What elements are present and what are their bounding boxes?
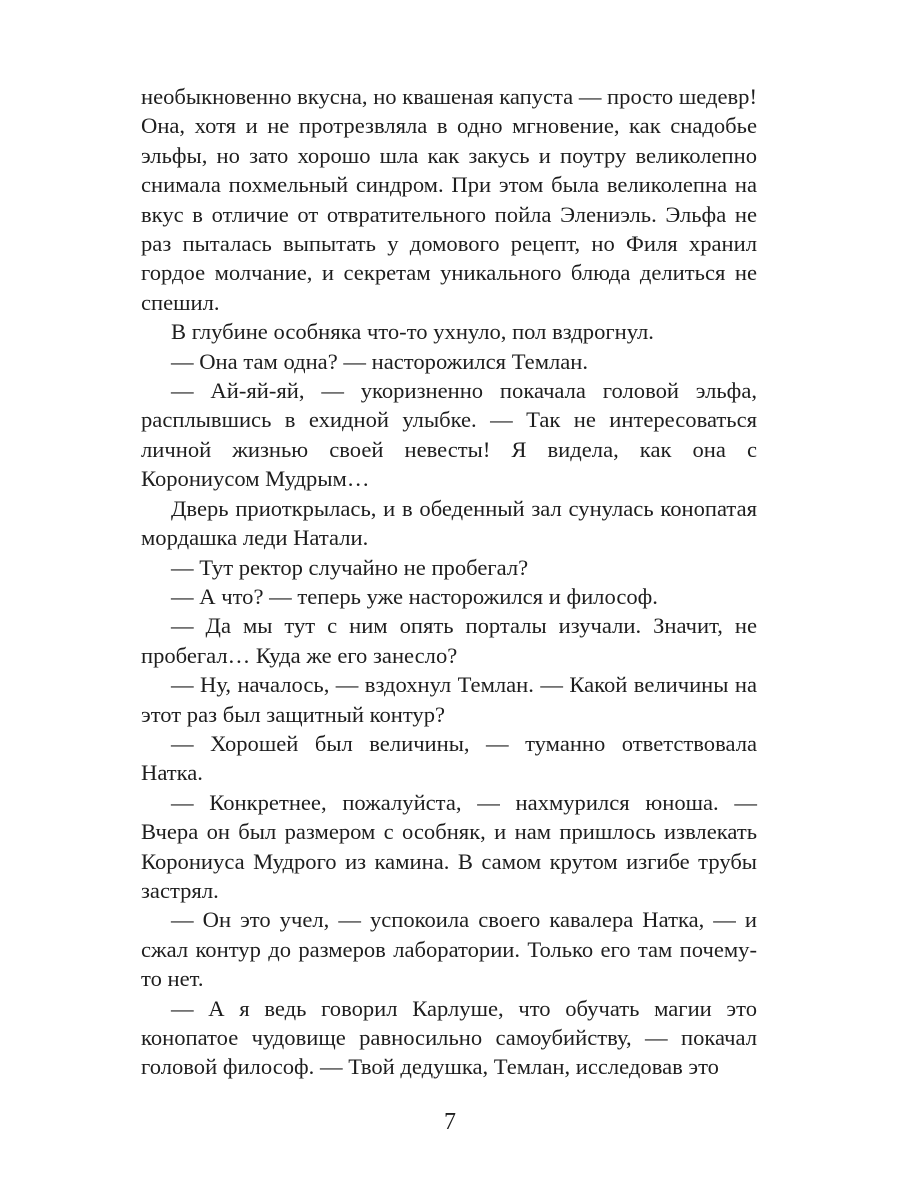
paragraph-2: В глубине особняка что-то ухнуло, пол вздрогнул. (171, 319, 654, 345)
paragraph-11: — Конкретнее, пожалуйста, — нахмурился юноша. — Вчера он был размером с особняк, и нам пришлось извлекать Корониуса Мудрого из камина. В самом крутом изгибе трубы застрял. (141, 789, 757, 903)
paragraph-5: Дверь приоткрылась, и в обеденный зал сунулась конопатая мордашка леди Натали. (141, 495, 757, 551)
paragraph-8: — Да мы тут с ним опять порталы изучали. Значит, не пробегал… Куда же его занесло? (141, 613, 757, 668)
paragraph-10: — Хорошей был величины, — туманно ответствовала Натка. (141, 730, 757, 786)
paragraph-4: — Ай-яй-яй, — укоризненно покачала головой эльфа, расплывшись в ехидной улыбке. — Так не интересоваться личной жизнью своей невесты! Я видела, как она с Корониусом Мудрым… (141, 378, 757, 492)
paragraph-12: — Он это учел, — успокоила своего кавалера Натка, — и сжал контур до размеров лаборатории. Только его там почему-то нет. (141, 907, 757, 992)
paragraph-6: — Тут ректор случайно не пробегал? (171, 554, 529, 580)
paragraph-7: — А что? — теперь уже насторожился и философ. (171, 583, 658, 609)
body-text (141, 82, 757, 1082)
paragraph-3: — Она там одна? — насторожился Темлан. (171, 348, 589, 374)
page-number: 7 (444, 1109, 456, 1135)
paragraph-13: — А я ведь говорил Карлуше, что обучать магии это конопатое чудовище равносильно самоубийству, — покачал головой философ. — Твой дедушка, Темлан, исследовав это (141, 995, 757, 1080)
paragraph-9: — Ну, началось, — вздохнул Темлан. — Какой величины на этот раз был защитный контур? (141, 672, 757, 727)
paragraph-1: необыкновенно вкусна, но квашеная капуста — просто шедевр! Она, хотя и не протрезвляла в одно мгновение, как снадобье эльфы, но зато хорошо шла как закусь и поутру великолепно снимала похмельный синдром. При этом была великолепна на вкус в отличие от отвратительного пойла Элениэль. Эльфа не раз пыталась выпытать у домового рецепт, но Филя хранил гордое молчание, и секретам уникального блюда делиться не спешил. (141, 84, 757, 315)
